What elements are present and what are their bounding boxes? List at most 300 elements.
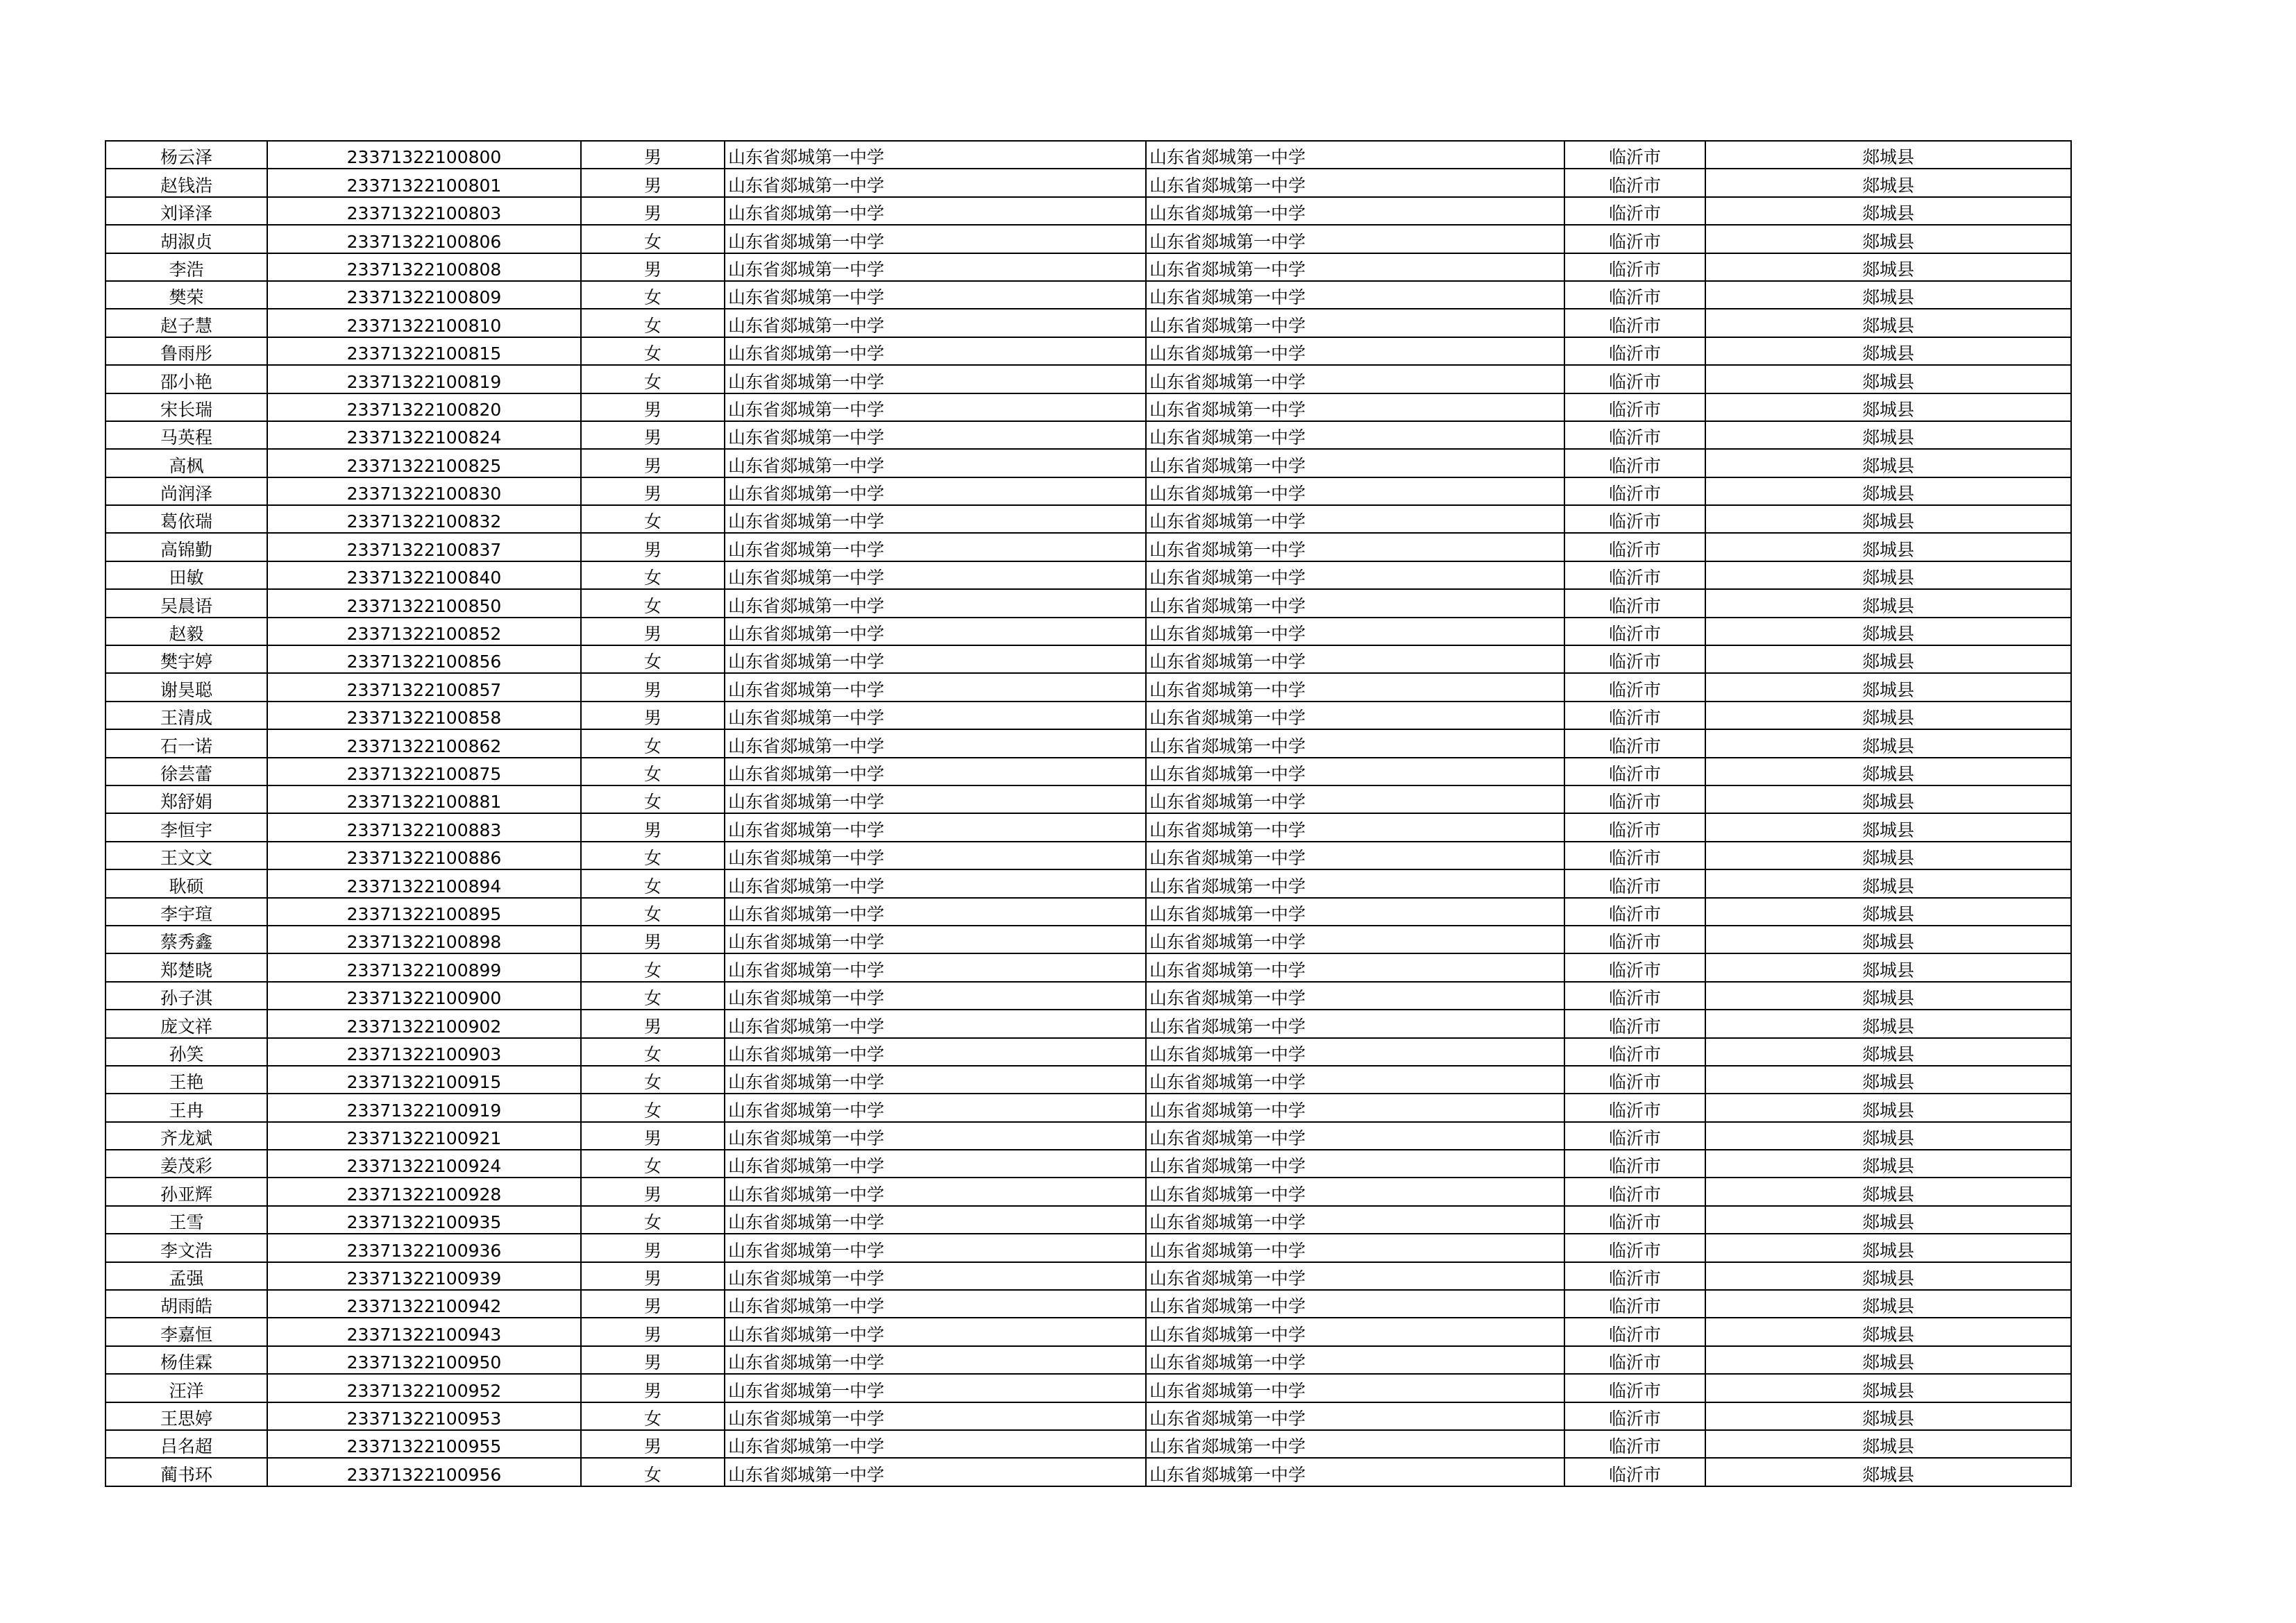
exam-number-cell: 23371322100809	[267, 281, 581, 309]
school-cell: 山东省郯城第一中学	[725, 926, 1146, 953]
registered-school-cell: 山东省郯城第一中学	[1146, 1430, 1564, 1458]
city-cell: 临沂市	[1564, 1346, 1705, 1374]
city-cell: 临沂市	[1564, 393, 1705, 421]
exam-number-cell: 23371322100936	[267, 1234, 581, 1261]
registered-school-cell: 山东省郯城第一中学	[1146, 533, 1564, 561]
city-cell: 临沂市	[1564, 1290, 1705, 1318]
school-cell: 山东省郯城第一中学	[725, 421, 1146, 449]
registered-school-cell: 山东省郯城第一中学	[1146, 785, 1564, 813]
city-cell: 临沂市	[1564, 253, 1705, 281]
student-name-cell: 齐龙斌	[105, 1122, 267, 1150]
registered-school-cell: 山东省郯城第一中学	[1146, 1290, 1564, 1318]
school-cell: 山东省郯城第一中学	[725, 869, 1146, 897]
school-cell: 山东省郯城第一中学	[725, 337, 1146, 365]
student-name-cell: 李嘉恒	[105, 1318, 267, 1345]
city-cell: 临沂市	[1564, 1234, 1705, 1261]
exam-number-cell: 23371322100898	[267, 926, 581, 953]
school-cell: 山东省郯城第一中学	[725, 1150, 1146, 1178]
exam-number-cell: 23371322100832	[267, 505, 581, 533]
registered-school-cell: 山东省郯城第一中学	[1146, 1122, 1564, 1150]
student-name-cell: 葛依瑞	[105, 505, 267, 533]
exam-number-cell: 23371322100810	[267, 309, 581, 337]
city-cell: 临沂市	[1564, 1374, 1705, 1402]
student-name-cell: 王冉	[105, 1094, 267, 1121]
gender-cell: 女	[581, 982, 725, 1010]
registered-school-cell: 山东省郯城第一中学	[1146, 842, 1564, 869]
exam-number-cell: 23371322100915	[267, 1066, 581, 1094]
exam-number-cell: 23371322100803	[267, 197, 581, 225]
gender-cell: 女	[581, 365, 725, 393]
table-row	[105, 561, 2071, 589]
county-cell: 郯城县	[1705, 1290, 2071, 1318]
exam-number-cell: 23371322100886	[267, 842, 581, 869]
exam-number-cell: 23371322100815	[267, 337, 581, 365]
table-row	[105, 1206, 2071, 1234]
county-cell: 郯城县	[1705, 421, 2071, 449]
registered-school-cell: 山东省郯城第一中学	[1146, 1038, 1564, 1066]
school-cell: 山东省郯城第一中学	[725, 729, 1146, 757]
city-cell: 临沂市	[1564, 281, 1705, 309]
school-cell: 山东省郯城第一中学	[725, 1430, 1146, 1458]
county-cell: 郯城县	[1705, 869, 2071, 897]
registered-school-cell: 山东省郯城第一中学	[1146, 477, 1564, 505]
registered-school-cell: 山东省郯城第一中学	[1146, 758, 1564, 785]
table-row	[105, 1346, 2071, 1374]
city-cell: 临沂市	[1564, 898, 1705, 926]
county-cell: 郯城县	[1705, 1318, 2071, 1345]
city-cell: 临沂市	[1564, 533, 1705, 561]
table-row	[105, 253, 2071, 281]
table-row	[105, 589, 2071, 617]
gender-cell: 男	[581, 477, 725, 505]
county-cell: 郯城县	[1705, 281, 2071, 309]
city-cell: 临沂市	[1564, 645, 1705, 673]
registered-school-cell: 山东省郯城第一中学	[1146, 141, 1564, 169]
city-cell: 临沂市	[1564, 1010, 1705, 1037]
exam-number-cell: 23371322100806	[267, 225, 581, 253]
exam-number-cell: 23371322100895	[267, 898, 581, 926]
table-row	[105, 421, 2071, 449]
student-name-cell: 石一诺	[105, 729, 267, 757]
exam-number-cell: 23371322100939	[267, 1262, 581, 1290]
gender-cell: 男	[581, 1290, 725, 1318]
exam-number-cell: 23371322100857	[267, 673, 581, 701]
gender-cell: 女	[581, 842, 725, 869]
county-cell: 郯城县	[1705, 618, 2071, 645]
school-cell: 山东省郯城第一中学	[725, 1234, 1146, 1261]
school-cell: 山东省郯城第一中学	[725, 477, 1146, 505]
registered-school-cell: 山东省郯城第一中学	[1146, 813, 1564, 841]
exam-number-cell: 23371322100881	[267, 785, 581, 813]
exam-number-cell: 23371322100955	[267, 1430, 581, 1458]
county-cell: 郯城县	[1705, 1094, 2071, 1121]
student-name-cell: 徐芸蕾	[105, 758, 267, 785]
school-cell: 山东省郯城第一中学	[725, 253, 1146, 281]
county-cell: 郯城县	[1705, 225, 2071, 253]
exam-number-cell: 23371322100952	[267, 1374, 581, 1402]
student-name-cell: 宋长瑞	[105, 393, 267, 421]
table-row	[105, 953, 2071, 981]
city-cell: 临沂市	[1564, 813, 1705, 841]
registered-school-cell: 山东省郯城第一中学	[1146, 1234, 1564, 1261]
table-row	[105, 1318, 2071, 1345]
county-cell: 郯城县	[1705, 1178, 2071, 1205]
student-name-cell: 汪洋	[105, 1374, 267, 1402]
exam-number-cell: 23371322100824	[267, 421, 581, 449]
gender-cell: 女	[581, 1402, 725, 1430]
gender-cell: 男	[581, 169, 725, 196]
exam-number-cell: 23371322100862	[267, 729, 581, 757]
student-name-cell: 杨云泽	[105, 141, 267, 169]
student-name-cell: 李浩	[105, 253, 267, 281]
gender-cell: 女	[581, 758, 725, 785]
table-row	[105, 197, 2071, 225]
table-row	[105, 673, 2071, 701]
registered-school-cell: 山东省郯城第一中学	[1146, 561, 1564, 589]
table-row	[105, 449, 2071, 477]
gender-cell: 男	[581, 533, 725, 561]
registered-school-cell: 山东省郯城第一中学	[1146, 253, 1564, 281]
city-cell: 临沂市	[1564, 926, 1705, 953]
school-cell: 山东省郯城第一中学	[725, 365, 1146, 393]
gender-cell: 女	[581, 505, 725, 533]
gender-cell: 女	[581, 225, 725, 253]
student-name-cell: 郑舒娟	[105, 785, 267, 813]
registered-school-cell: 山东省郯城第一中学	[1146, 1318, 1564, 1345]
registered-school-cell: 山东省郯城第一中学	[1146, 1010, 1564, 1037]
county-cell: 郯城县	[1705, 1206, 2071, 1234]
registered-school-cell: 山东省郯城第一中学	[1146, 869, 1564, 897]
registered-school-cell: 山东省郯城第一中学	[1146, 421, 1564, 449]
exam-number-cell: 23371322100801	[267, 169, 581, 196]
county-cell: 郯城县	[1705, 309, 2071, 337]
city-cell: 临沂市	[1564, 1066, 1705, 1094]
school-cell: 山东省郯城第一中学	[725, 645, 1146, 673]
gender-cell: 男	[581, 813, 725, 841]
city-cell: 临沂市	[1564, 309, 1705, 337]
city-cell: 临沂市	[1564, 982, 1705, 1010]
exam-number-cell: 23371322100943	[267, 1318, 581, 1345]
city-cell: 临沂市	[1564, 618, 1705, 645]
school-cell: 山东省郯城第一中学	[725, 449, 1146, 477]
city-cell: 临沂市	[1564, 673, 1705, 701]
registered-school-cell: 山东省郯城第一中学	[1146, 197, 1564, 225]
table-row	[105, 1290, 2071, 1318]
exam-number-cell: 23371322100830	[267, 477, 581, 505]
student-name-cell: 邵小艳	[105, 365, 267, 393]
exam-number-cell: 23371322100903	[267, 1038, 581, 1066]
school-cell: 山东省郯城第一中学	[725, 561, 1146, 589]
table-row	[105, 337, 2071, 365]
registered-school-cell: 山东省郯城第一中学	[1146, 953, 1564, 981]
table-row	[105, 926, 2071, 953]
city-cell: 临沂市	[1564, 225, 1705, 253]
student-name-cell: 鲁雨彤	[105, 337, 267, 365]
gender-cell: 男	[581, 141, 725, 169]
city-cell: 临沂市	[1564, 421, 1705, 449]
city-cell: 临沂市	[1564, 365, 1705, 393]
table-row	[105, 1038, 2071, 1066]
school-cell: 山东省郯城第一中学	[725, 1458, 1146, 1486]
county-cell: 郯城县	[1705, 449, 2071, 477]
gender-cell: 女	[581, 1038, 725, 1066]
registered-school-cell: 山东省郯城第一中学	[1146, 729, 1564, 757]
table-row	[105, 505, 2071, 533]
county-cell: 郯城县	[1705, 1150, 2071, 1178]
registered-school-cell: 山东省郯城第一中学	[1146, 337, 1564, 365]
gender-cell: 女	[581, 1458, 725, 1486]
county-cell: 郯城县	[1705, 561, 2071, 589]
county-cell: 郯城县	[1705, 197, 2071, 225]
gender-cell: 男	[581, 253, 725, 281]
exam-number-cell: 23371322100956	[267, 1458, 581, 1486]
table-row	[105, 813, 2071, 841]
school-cell: 山东省郯城第一中学	[725, 1262, 1146, 1290]
school-cell: 山东省郯城第一中学	[725, 618, 1146, 645]
school-cell: 山东省郯城第一中学	[725, 982, 1146, 1010]
gender-cell: 女	[581, 898, 725, 926]
exam-number-cell: 23371322100942	[267, 1290, 581, 1318]
student-name-cell: 高锦勤	[105, 533, 267, 561]
student-name-cell: 刘译泽	[105, 197, 267, 225]
county-cell: 郯城县	[1705, 1066, 2071, 1094]
student-name-cell: 胡淑贞	[105, 225, 267, 253]
gender-cell: 男	[581, 673, 725, 701]
gender-cell: 女	[581, 729, 725, 757]
school-cell: 山东省郯城第一中学	[725, 758, 1146, 785]
student-name-cell: 吴晨语	[105, 589, 267, 617]
county-cell: 郯城县	[1705, 813, 2071, 841]
city-cell: 临沂市	[1564, 449, 1705, 477]
exam-number-cell: 23371322100825	[267, 449, 581, 477]
city-cell: 临沂市	[1564, 1458, 1705, 1486]
school-cell: 山东省郯城第一中学	[725, 533, 1146, 561]
registered-school-cell: 山东省郯城第一中学	[1146, 1178, 1564, 1205]
school-cell: 山东省郯城第一中学	[725, 1010, 1146, 1037]
registered-school-cell: 山东省郯城第一中学	[1146, 982, 1564, 1010]
student-name-cell: 王思婷	[105, 1402, 267, 1430]
student-name-cell: 赵毅	[105, 618, 267, 645]
school-cell: 山东省郯城第一中学	[725, 842, 1146, 869]
city-cell: 临沂市	[1564, 1318, 1705, 1345]
table-row	[105, 1234, 2071, 1261]
table-row	[105, 618, 2071, 645]
gender-cell: 女	[581, 953, 725, 981]
table-row	[105, 702, 2071, 729]
registered-school-cell: 山东省郯城第一中学	[1146, 1458, 1564, 1486]
exam-number-cell: 23371322100875	[267, 758, 581, 785]
student-name-cell: 谢昊聪	[105, 673, 267, 701]
exam-number-cell: 23371322100883	[267, 813, 581, 841]
registered-school-cell: 山东省郯城第一中学	[1146, 393, 1564, 421]
table-row	[105, 1150, 2071, 1178]
student-name-cell: 马英程	[105, 421, 267, 449]
city-cell: 临沂市	[1564, 337, 1705, 365]
school-cell: 山东省郯城第一中学	[725, 505, 1146, 533]
table-row	[105, 1374, 2071, 1402]
school-cell: 山东省郯城第一中学	[725, 309, 1146, 337]
student-name-cell: 蔡秀鑫	[105, 926, 267, 953]
school-cell: 山东省郯城第一中学	[725, 1066, 1146, 1094]
school-cell: 山东省郯城第一中学	[725, 953, 1146, 981]
exam-number-cell: 23371322100800	[267, 141, 581, 169]
student-name-cell: 王文文	[105, 842, 267, 869]
table-row	[105, 309, 2071, 337]
table-row	[105, 365, 2071, 393]
student-name-cell: 孙笑	[105, 1038, 267, 1066]
registered-school-cell: 山东省郯城第一中学	[1146, 618, 1564, 645]
city-cell: 临沂市	[1564, 1430, 1705, 1458]
gender-cell: 男	[581, 1374, 725, 1402]
table-row	[105, 785, 2071, 813]
exam-number-cell: 23371322100924	[267, 1150, 581, 1178]
table-row	[105, 393, 2071, 421]
student-name-cell: 樊荣	[105, 281, 267, 309]
county-cell: 郯城县	[1705, 1010, 2071, 1037]
exam-number-cell: 23371322100900	[267, 982, 581, 1010]
school-cell: 山东省郯城第一中学	[725, 1038, 1146, 1066]
county-cell: 郯城县	[1705, 533, 2071, 561]
county-cell: 郯城县	[1705, 337, 2071, 365]
registered-school-cell: 山东省郯城第一中学	[1146, 1066, 1564, 1094]
school-cell: 山东省郯城第一中学	[725, 1122, 1146, 1150]
county-cell: 郯城县	[1705, 1346, 2071, 1374]
registered-school-cell: 山东省郯城第一中学	[1146, 1402, 1564, 1430]
school-cell: 山东省郯城第一中学	[725, 281, 1146, 309]
gender-cell: 男	[581, 618, 725, 645]
exam-number-cell: 23371322100808	[267, 253, 581, 281]
county-cell: 郯城县	[1705, 1458, 2071, 1486]
school-cell: 山东省郯城第一中学	[725, 813, 1146, 841]
exam-number-cell: 23371322100852	[267, 618, 581, 645]
gender-cell: 女	[581, 337, 725, 365]
school-cell: 山东省郯城第一中学	[725, 1290, 1146, 1318]
city-cell: 临沂市	[1564, 1206, 1705, 1234]
county-cell: 郯城县	[1705, 785, 2071, 813]
school-cell: 山东省郯城第一中学	[725, 1318, 1146, 1345]
student-name-cell: 尚润泽	[105, 477, 267, 505]
county-cell: 郯城县	[1705, 505, 2071, 533]
county-cell: 郯城县	[1705, 1122, 2071, 1150]
county-cell: 郯城县	[1705, 1262, 2071, 1290]
exam-number-cell: 23371322100820	[267, 393, 581, 421]
city-cell: 临沂市	[1564, 1402, 1705, 1430]
gender-cell: 男	[581, 1430, 725, 1458]
student-name-cell: 王艳	[105, 1066, 267, 1094]
table-row	[105, 1066, 2071, 1094]
exam-number-cell: 23371322100935	[267, 1206, 581, 1234]
city-cell: 临沂市	[1564, 505, 1705, 533]
county-cell: 郯城县	[1705, 169, 2071, 196]
school-cell: 山东省郯城第一中学	[725, 702, 1146, 729]
school-cell: 山东省郯城第一中学	[725, 589, 1146, 617]
table-row	[105, 645, 2071, 673]
school-cell: 山东省郯城第一中学	[725, 141, 1146, 169]
school-cell: 山东省郯城第一中学	[725, 225, 1146, 253]
gender-cell: 女	[581, 869, 725, 897]
county-cell: 郯城县	[1705, 982, 2071, 1010]
registered-school-cell: 山东省郯城第一中学	[1146, 365, 1564, 393]
city-cell: 临沂市	[1564, 785, 1705, 813]
table-row	[105, 1094, 2071, 1121]
registered-school-cell: 山东省郯城第一中学	[1146, 309, 1564, 337]
city-cell: 临沂市	[1564, 953, 1705, 981]
registered-school-cell: 山东省郯城第一中学	[1146, 1206, 1564, 1234]
student-name-cell: 田敏	[105, 561, 267, 589]
county-cell: 郯城县	[1705, 758, 2071, 785]
exam-number-cell: 23371322100899	[267, 953, 581, 981]
city-cell: 临沂市	[1564, 1150, 1705, 1178]
county-cell: 郯城县	[1705, 926, 2071, 953]
student-name-cell: 王雪	[105, 1206, 267, 1234]
county-cell: 郯城县	[1705, 898, 2071, 926]
student-name-cell: 蔺书环	[105, 1458, 267, 1486]
exam-number-cell: 23371322100850	[267, 589, 581, 617]
table-row	[105, 281, 2071, 309]
table-row	[105, 842, 2071, 869]
school-cell: 山东省郯城第一中学	[725, 673, 1146, 701]
gender-cell: 男	[581, 197, 725, 225]
table-row	[105, 1122, 2071, 1150]
exam-number-cell: 23371322100856	[267, 645, 581, 673]
city-cell: 临沂市	[1564, 702, 1705, 729]
table-row	[105, 477, 2071, 505]
student-name-cell: 高枫	[105, 449, 267, 477]
registered-school-cell: 山东省郯城第一中学	[1146, 449, 1564, 477]
school-cell: 山东省郯城第一中学	[725, 393, 1146, 421]
gender-cell: 男	[581, 449, 725, 477]
city-cell: 临沂市	[1564, 561, 1705, 589]
student-name-cell: 赵钱浩	[105, 169, 267, 196]
gender-cell: 男	[581, 1346, 725, 1374]
exam-number-cell: 23371322100928	[267, 1178, 581, 1205]
registered-school-cell: 山东省郯城第一中学	[1146, 673, 1564, 701]
registered-school-cell: 山东省郯城第一中学	[1146, 1374, 1564, 1402]
school-cell: 山东省郯城第一中学	[725, 1178, 1146, 1205]
county-cell: 郯城县	[1705, 477, 2071, 505]
county-cell: 郯城县	[1705, 1374, 2071, 1402]
gender-cell: 男	[581, 1318, 725, 1345]
registered-school-cell: 山东省郯城第一中学	[1146, 702, 1564, 729]
gender-cell: 男	[581, 1178, 725, 1205]
school-cell: 山东省郯城第一中学	[725, 1402, 1146, 1430]
county-cell: 郯城县	[1705, 729, 2071, 757]
registered-school-cell: 山东省郯城第一中学	[1146, 281, 1564, 309]
city-cell: 临沂市	[1564, 589, 1705, 617]
table-row	[105, 869, 2071, 897]
county-cell: 郯城县	[1705, 1402, 2071, 1430]
table-row	[105, 169, 2071, 196]
school-cell: 山东省郯城第一中学	[725, 197, 1146, 225]
table-row	[105, 1010, 2071, 1037]
student-name-cell: 杨佳霖	[105, 1346, 267, 1374]
student-name-cell: 赵子慧	[105, 309, 267, 337]
registered-school-cell: 山东省郯城第一中学	[1146, 1346, 1564, 1374]
county-cell: 郯城县	[1705, 393, 2071, 421]
city-cell: 临沂市	[1564, 141, 1705, 169]
city-cell: 临沂市	[1564, 758, 1705, 785]
table-row	[105, 898, 2071, 926]
table-row	[105, 729, 2071, 757]
city-cell: 临沂市	[1564, 197, 1705, 225]
registered-school-cell: 山东省郯城第一中学	[1146, 589, 1564, 617]
table-row	[105, 1430, 2071, 1458]
table-row	[105, 1178, 2071, 1205]
registered-school-cell: 山东省郯城第一中学	[1146, 926, 1564, 953]
student-name-cell: 王清成	[105, 702, 267, 729]
city-cell: 临沂市	[1564, 1094, 1705, 1121]
city-cell: 临沂市	[1564, 842, 1705, 869]
